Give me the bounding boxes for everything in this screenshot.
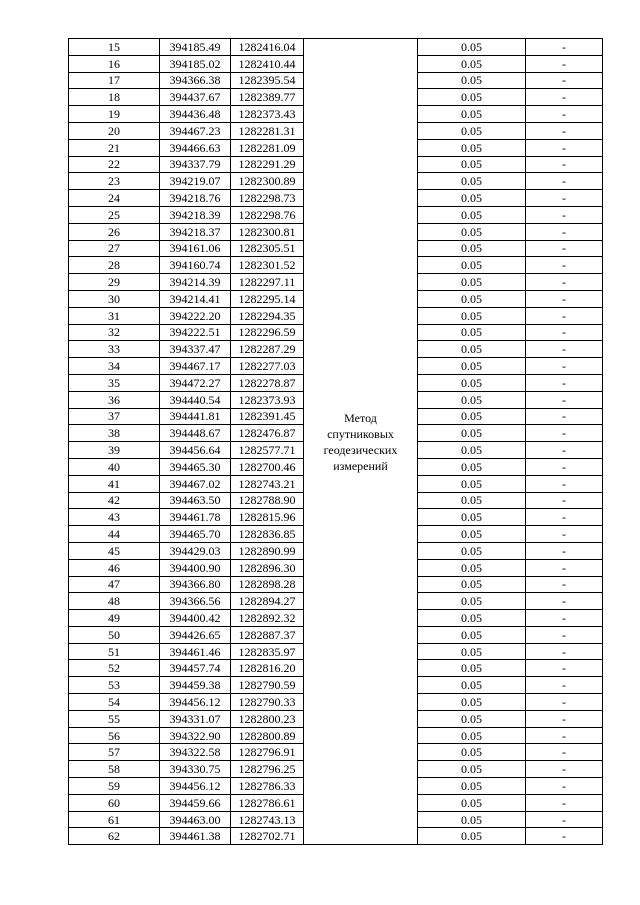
x-coordinate-cell: 394456.12 — [160, 694, 231, 711]
note-cell: - — [526, 156, 603, 173]
point-number-cell: 20 — [69, 122, 160, 139]
x-coordinate-cell: 394337.79 — [160, 156, 231, 173]
note-cell: - — [526, 240, 603, 257]
y-coordinate-cell: 1282800.23 — [231, 710, 304, 727]
point-number-cell: 28 — [69, 257, 160, 274]
point-number-cell: 26 — [69, 223, 160, 240]
point-number-cell: 45 — [69, 542, 160, 559]
point-number-cell: 40 — [69, 458, 160, 475]
note-cell: - — [526, 72, 603, 89]
accuracy-cell: 0.05 — [418, 173, 526, 190]
x-coordinate-cell: 394461.78 — [160, 509, 231, 526]
accuracy-cell: 0.05 — [418, 794, 526, 811]
x-coordinate-cell: 394459.66 — [160, 794, 231, 811]
note-cell: - — [526, 458, 603, 475]
accuracy-cell: 0.05 — [418, 610, 526, 627]
point-number-cell: 53 — [69, 677, 160, 694]
point-number-cell: 32 — [69, 324, 160, 341]
coordinates-table-body — [69, 39, 603, 845]
note-cell: - — [526, 190, 603, 207]
y-coordinate-cell: 1282796.25 — [231, 761, 304, 778]
accuracy-cell: 0.05 — [418, 828, 526, 845]
x-coordinate-cell: 394463.00 — [160, 811, 231, 828]
x-coordinate-cell: 394457.74 — [160, 660, 231, 677]
note-cell: - — [526, 492, 603, 509]
y-coordinate-cell: 1282298.76 — [231, 206, 304, 223]
x-coordinate-cell: 394448.67 — [160, 425, 231, 442]
y-coordinate-cell: 1282743.13 — [231, 811, 304, 828]
y-coordinate-cell: 1282278.87 — [231, 374, 304, 391]
x-coordinate-cell: 394459.38 — [160, 677, 231, 694]
accuracy-cell: 0.05 — [418, 442, 526, 459]
y-coordinate-cell: 1282297.11 — [231, 274, 304, 291]
y-coordinate-cell: 1282835.97 — [231, 643, 304, 660]
point-number-cell: 58 — [69, 761, 160, 778]
accuracy-cell: 0.05 — [418, 358, 526, 375]
accuracy-cell: 0.05 — [418, 89, 526, 106]
y-coordinate-cell: 1282295.14 — [231, 290, 304, 307]
accuracy-cell: 0.05 — [418, 778, 526, 795]
y-coordinate-cell: 1282281.31 — [231, 122, 304, 139]
point-number-cell: 57 — [69, 744, 160, 761]
point-number-cell: 52 — [69, 660, 160, 677]
point-number-cell: 48 — [69, 593, 160, 610]
y-coordinate-cell: 1282291.29 — [231, 156, 304, 173]
x-coordinate-cell: 394222.51 — [160, 324, 231, 341]
x-coordinate-cell: 394466.63 — [160, 139, 231, 156]
accuracy-cell: 0.05 — [418, 290, 526, 307]
x-coordinate-cell: 394461.38 — [160, 828, 231, 845]
x-coordinate-cell: 394456.64 — [160, 442, 231, 459]
coordinates-table — [68, 38, 603, 845]
point-number-cell: 21 — [69, 139, 160, 156]
y-coordinate-cell: 1282790.59 — [231, 677, 304, 694]
note-cell: - — [526, 122, 603, 139]
note-cell: - — [526, 358, 603, 375]
x-coordinate-cell: 394467.23 — [160, 122, 231, 139]
point-number-cell: 15 — [69, 39, 160, 56]
x-coordinate-cell: 394322.58 — [160, 744, 231, 761]
note-cell: - — [526, 173, 603, 190]
point-number-cell: 35 — [69, 374, 160, 391]
x-coordinate-cell: 394366.56 — [160, 593, 231, 610]
y-coordinate-cell: 1282373.93 — [231, 391, 304, 408]
x-coordinate-cell: 394185.02 — [160, 55, 231, 72]
accuracy-cell: 0.05 — [418, 626, 526, 643]
y-coordinate-cell: 1282410.44 — [231, 55, 304, 72]
x-coordinate-cell: 394461.46 — [160, 643, 231, 660]
accuracy-cell: 0.05 — [418, 576, 526, 593]
y-coordinate-cell: 1282786.33 — [231, 778, 304, 795]
note-cell: - — [526, 559, 603, 576]
y-coordinate-cell: 1282281.09 — [231, 139, 304, 156]
note-cell: - — [526, 55, 603, 72]
accuracy-cell: 0.05 — [418, 307, 526, 324]
point-number-cell: 38 — [69, 425, 160, 442]
accuracy-cell: 0.05 — [418, 391, 526, 408]
point-number-cell: 24 — [69, 190, 160, 207]
x-coordinate-cell: 394219.07 — [160, 173, 231, 190]
y-coordinate-cell: 1282389.77 — [231, 89, 304, 106]
y-coordinate-cell: 1282300.89 — [231, 173, 304, 190]
point-number-cell: 36 — [69, 391, 160, 408]
y-coordinate-cell: 1282743.21 — [231, 475, 304, 492]
x-coordinate-cell: 394218.39 — [160, 206, 231, 223]
y-coordinate-cell: 1282305.51 — [231, 240, 304, 257]
note-cell: - — [526, 391, 603, 408]
accuracy-cell: 0.05 — [418, 761, 526, 778]
y-coordinate-cell: 1282277.03 — [231, 358, 304, 375]
method-text-line: геодезических — [323, 442, 398, 457]
point-number-cell: 17 — [69, 72, 160, 89]
note-cell: - — [526, 593, 603, 610]
point-number-cell: 29 — [69, 274, 160, 291]
accuracy-cell: 0.05 — [418, 475, 526, 492]
accuracy-cell: 0.05 — [418, 660, 526, 677]
accuracy-cell: 0.05 — [418, 425, 526, 442]
note-cell: - — [526, 324, 603, 341]
point-number-cell: 23 — [69, 173, 160, 190]
y-coordinate-cell: 1282788.90 — [231, 492, 304, 509]
x-coordinate-cell: 394214.41 — [160, 290, 231, 307]
accuracy-cell: 0.05 — [418, 122, 526, 139]
x-coordinate-cell: 394337.47 — [160, 341, 231, 358]
accuracy-cell: 0.05 — [418, 643, 526, 660]
point-number-cell: 47 — [69, 576, 160, 593]
x-coordinate-cell: 394366.38 — [160, 72, 231, 89]
x-coordinate-cell: 394426.65 — [160, 626, 231, 643]
y-coordinate-cell: 1282796.91 — [231, 744, 304, 761]
y-coordinate-cell: 1282786.61 — [231, 794, 304, 811]
x-coordinate-cell: 394160.74 — [160, 257, 231, 274]
point-number-cell: 18 — [69, 89, 160, 106]
point-number-cell: 59 — [69, 778, 160, 795]
note-cell: - — [526, 811, 603, 828]
accuracy-cell: 0.05 — [418, 408, 526, 425]
y-coordinate-cell: 1282887.37 — [231, 626, 304, 643]
point-number-cell: 19 — [69, 106, 160, 123]
method-text-line: спутниковых — [327, 426, 394, 441]
y-coordinate-cell: 1282373.43 — [231, 106, 304, 123]
point-number-cell: 55 — [69, 710, 160, 727]
point-number-cell: 22 — [69, 156, 160, 173]
accuracy-cell: 0.05 — [418, 694, 526, 711]
y-coordinate-cell: 1282836.85 — [231, 526, 304, 543]
x-coordinate-cell: 394440.54 — [160, 391, 231, 408]
note-cell: - — [526, 223, 603, 240]
x-coordinate-cell: 394472.27 — [160, 374, 231, 391]
note-cell: - — [526, 794, 603, 811]
point-number-cell: 31 — [69, 307, 160, 324]
x-coordinate-cell: 394467.17 — [160, 358, 231, 375]
point-number-cell: 16 — [69, 55, 160, 72]
y-coordinate-cell: 1282898.28 — [231, 576, 304, 593]
x-coordinate-cell: 394322.90 — [160, 727, 231, 744]
note-cell: - — [526, 694, 603, 711]
accuracy-cell: 0.05 — [418, 811, 526, 828]
y-coordinate-cell: 1282890.99 — [231, 542, 304, 559]
accuracy-cell: 0.05 — [418, 509, 526, 526]
note-cell: - — [526, 542, 603, 559]
y-coordinate-cell: 1282391.45 — [231, 408, 304, 425]
point-number-cell: 60 — [69, 794, 160, 811]
accuracy-cell: 0.05 — [418, 542, 526, 559]
accuracy-cell: 0.05 — [418, 139, 526, 156]
note-cell: - — [526, 828, 603, 845]
point-number-cell: 61 — [69, 811, 160, 828]
y-coordinate-cell: 1282577.71 — [231, 442, 304, 459]
accuracy-cell: 0.05 — [418, 341, 526, 358]
note-cell: - — [526, 626, 603, 643]
note-cell: - — [526, 290, 603, 307]
point-number-cell: 42 — [69, 492, 160, 509]
x-coordinate-cell: 394441.81 — [160, 408, 231, 425]
point-number-cell: 46 — [69, 559, 160, 576]
note-cell: - — [526, 257, 603, 274]
x-coordinate-cell: 394467.02 — [160, 475, 231, 492]
y-coordinate-cell: 1282476.87 — [231, 425, 304, 442]
x-coordinate-cell: 394330.75 — [160, 761, 231, 778]
method-cell — [304, 39, 418, 845]
y-coordinate-cell: 1282790.33 — [231, 694, 304, 711]
method-text-line: измерений — [333, 458, 388, 473]
point-number-cell: 30 — [69, 290, 160, 307]
x-coordinate-cell: 394436.48 — [160, 106, 231, 123]
x-coordinate-cell: 394331.07 — [160, 710, 231, 727]
note-cell: - — [526, 660, 603, 677]
x-coordinate-cell: 394465.30 — [160, 458, 231, 475]
note-cell: - — [526, 576, 603, 593]
method-text-line: Метод — [344, 410, 377, 425]
point-number-cell: 54 — [69, 694, 160, 711]
accuracy-cell: 0.05 — [418, 55, 526, 72]
note-cell: - — [526, 727, 603, 744]
note-cell: - — [526, 610, 603, 627]
point-number-cell: 39 — [69, 442, 160, 459]
accuracy-cell: 0.05 — [418, 324, 526, 341]
y-coordinate-cell: 1282815.96 — [231, 509, 304, 526]
note-cell: - — [526, 643, 603, 660]
accuracy-cell: 0.05 — [418, 559, 526, 576]
note-cell: - — [526, 710, 603, 727]
accuracy-cell: 0.05 — [418, 240, 526, 257]
note-cell: - — [526, 106, 603, 123]
x-coordinate-cell: 394465.70 — [160, 526, 231, 543]
note-cell: - — [526, 39, 603, 56]
point-number-cell: 25 — [69, 206, 160, 223]
accuracy-cell: 0.05 — [418, 72, 526, 89]
y-coordinate-cell: 1282287.29 — [231, 341, 304, 358]
point-number-cell: 44 — [69, 526, 160, 543]
point-number-cell: 33 — [69, 341, 160, 358]
accuracy-cell: 0.05 — [418, 156, 526, 173]
note-cell: - — [526, 744, 603, 761]
x-coordinate-cell: 394366.80 — [160, 576, 231, 593]
y-coordinate-cell: 1282300.81 — [231, 223, 304, 240]
note-cell: - — [526, 778, 603, 795]
y-coordinate-cell: 1282702.71 — [231, 828, 304, 845]
note-cell: - — [526, 307, 603, 324]
point-number-cell: 27 — [69, 240, 160, 257]
accuracy-cell: 0.05 — [418, 458, 526, 475]
accuracy-cell: 0.05 — [418, 206, 526, 223]
accuracy-cell: 0.05 — [418, 710, 526, 727]
accuracy-cell: 0.05 — [418, 727, 526, 744]
accuracy-cell: 0.05 — [418, 677, 526, 694]
point-number-cell: 41 — [69, 475, 160, 492]
y-coordinate-cell: 1282800.89 — [231, 727, 304, 744]
accuracy-cell: 0.05 — [418, 257, 526, 274]
x-coordinate-cell: 394400.42 — [160, 610, 231, 627]
x-coordinate-cell: 394463.50 — [160, 492, 231, 509]
table-row — [69, 39, 603, 56]
x-coordinate-cell: 394437.67 — [160, 89, 231, 106]
x-coordinate-cell: 394429.03 — [160, 542, 231, 559]
note-cell: - — [526, 677, 603, 694]
point-number-cell: 37 — [69, 408, 160, 425]
y-coordinate-cell: 1282416.04 — [231, 39, 304, 56]
note-cell: - — [526, 341, 603, 358]
point-number-cell: 62 — [69, 828, 160, 845]
accuracy-cell: 0.05 — [418, 374, 526, 391]
y-coordinate-cell: 1282894.27 — [231, 593, 304, 610]
y-coordinate-cell: 1282395.54 — [231, 72, 304, 89]
note-cell: - — [526, 374, 603, 391]
point-number-cell: 49 — [69, 610, 160, 627]
point-number-cell: 34 — [69, 358, 160, 375]
y-coordinate-cell: 1282294.35 — [231, 307, 304, 324]
x-coordinate-cell: 394456.12 — [160, 778, 231, 795]
note-cell: - — [526, 408, 603, 425]
note-cell: - — [526, 761, 603, 778]
note-cell: - — [526, 509, 603, 526]
accuracy-cell: 0.05 — [418, 593, 526, 610]
x-coordinate-cell: 394214.39 — [160, 274, 231, 291]
point-number-cell: 56 — [69, 727, 160, 744]
x-coordinate-cell: 394161.06 — [160, 240, 231, 257]
accuracy-cell: 0.05 — [418, 223, 526, 240]
note-cell: - — [526, 89, 603, 106]
accuracy-cell: 0.05 — [418, 190, 526, 207]
note-cell: - — [526, 475, 603, 492]
note-cell: - — [526, 425, 603, 442]
accuracy-cell: 0.05 — [418, 526, 526, 543]
y-coordinate-cell: 1282816.20 — [231, 660, 304, 677]
x-coordinate-cell: 394218.76 — [160, 190, 231, 207]
y-coordinate-cell: 1282700.46 — [231, 458, 304, 475]
accuracy-cell: 0.05 — [418, 39, 526, 56]
accuracy-cell: 0.05 — [418, 744, 526, 761]
x-coordinate-cell: 394218.37 — [160, 223, 231, 240]
accuracy-cell: 0.05 — [418, 106, 526, 123]
y-coordinate-cell: 1282892.32 — [231, 610, 304, 627]
y-coordinate-cell: 1282301.52 — [231, 257, 304, 274]
note-cell: - — [526, 206, 603, 223]
note-cell: - — [526, 442, 603, 459]
point-number-cell: 51 — [69, 643, 160, 660]
x-coordinate-cell: 394185.49 — [160, 39, 231, 56]
note-cell: - — [526, 526, 603, 543]
accuracy-cell: 0.05 — [418, 492, 526, 509]
y-coordinate-cell: 1282296.59 — [231, 324, 304, 341]
point-number-cell: 43 — [69, 509, 160, 526]
note-cell: - — [526, 139, 603, 156]
accuracy-cell: 0.05 — [418, 274, 526, 291]
note-cell: - — [526, 274, 603, 291]
y-coordinate-cell: 1282896.30 — [231, 559, 304, 576]
x-coordinate-cell: 394222.20 — [160, 307, 231, 324]
point-number-cell: 50 — [69, 626, 160, 643]
x-coordinate-cell: 394400.90 — [160, 559, 231, 576]
y-coordinate-cell: 1282298.73 — [231, 190, 304, 207]
